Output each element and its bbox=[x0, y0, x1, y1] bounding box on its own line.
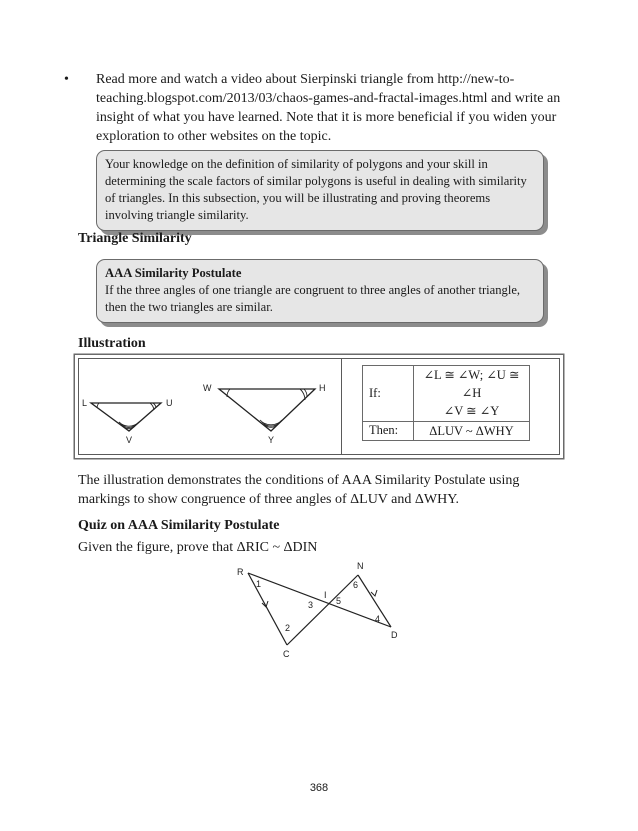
point-label-d: D bbox=[391, 630, 398, 640]
postulate-title: AAA Similarity Postulate bbox=[105, 266, 242, 280]
vertex-label-u: U bbox=[166, 398, 173, 408]
intro-callout-text: Your knowledge on the definition of similarity of polygons and your skill in determining the scale factors of similar polygons is useful in dealing with similarity of triangles. In this subsection, you will be illustrating and proving theorems involving triangle similarity. bbox=[105, 157, 527, 222]
postulate-text: If the three angles of one triangle are congruent to three angles of another triangle, then the two triangles are similar. bbox=[105, 283, 521, 314]
section-heading: Triangle Similarity bbox=[78, 231, 192, 246]
then-row bbox=[363, 421, 530, 440]
angle-mark-u-2 bbox=[150, 403, 154, 410]
conditions-table bbox=[362, 365, 530, 441]
if-row bbox=[363, 366, 530, 422]
vertex-label-y: Y bbox=[268, 435, 275, 445]
angle-mark-l bbox=[97, 403, 99, 408]
similar-triangles-figure bbox=[79, 359, 341, 454]
illustration-box bbox=[78, 358, 560, 455]
bullet-marker: • bbox=[64, 72, 69, 87]
segment-rd bbox=[248, 573, 391, 627]
angle-label-1: 1 bbox=[256, 579, 262, 589]
angle-mark-w bbox=[227, 389, 230, 397]
if-line-2: ∠V ≅ ∠Y bbox=[443, 404, 500, 419]
then-value: ΔLUV ~ ΔWHY bbox=[414, 421, 530, 440]
vertex-label-h: H bbox=[319, 383, 326, 393]
quiz-heading: Quiz on AAA Similarity Postulate bbox=[78, 518, 280, 533]
postulate-callout bbox=[96, 259, 544, 323]
point-label-c: C bbox=[283, 649, 290, 659]
illustration-heading: Illustration bbox=[78, 336, 146, 351]
page-number: 368 bbox=[309, 782, 329, 794]
point-label-i: I bbox=[324, 590, 327, 600]
point-label-n: N bbox=[357, 561, 364, 571]
if-line-1: ∠L ≅ ∠W; ∠U ≅ ∠H bbox=[423, 368, 520, 401]
then-label: Then: bbox=[363, 421, 414, 440]
vertex-label-l: L bbox=[82, 398, 88, 408]
intro-callout bbox=[96, 150, 544, 231]
reading-assignment-bullet bbox=[64, 70, 564, 146]
quiz-figure bbox=[230, 560, 410, 660]
illustration-description: The illustration demonstrates the conditions of AAA Similarity Postulate using markings to show congruence of three angles of ΔLUV and ΔWHY. bbox=[78, 473, 520, 507]
parallel-mark-nd bbox=[371, 590, 377, 596]
angle-mark-h-2 bbox=[300, 389, 305, 400]
vertex-label-v: V bbox=[126, 435, 133, 445]
angle-label-6: 6 bbox=[353, 580, 359, 590]
angle-label-4: 4 bbox=[375, 614, 381, 624]
if-label: If: bbox=[363, 366, 414, 422]
angle-label-2: 2 bbox=[285, 623, 291, 633]
point-label-r: R bbox=[237, 567, 244, 577]
quiz-given: Given the figure, prove that ΔRIC ~ ΔDIN bbox=[78, 540, 318, 555]
vertex-label-w: W bbox=[203, 383, 212, 393]
illustration-divider bbox=[341, 359, 342, 454]
angle-label-3: 3 bbox=[308, 600, 314, 610]
segment-rc bbox=[248, 573, 287, 645]
bullet-text: Read more and watch a video about Sierpinski triangle from http://new-to-teaching.blogspot.com/2013/03/chaos-games-and-fractal-images.html and write an insight of what you have learned. Note that it is more beneficial if you widen your exploration to other websites on the topic. bbox=[96, 72, 561, 144]
if-value bbox=[414, 366, 530, 422]
angle-label-5: 5 bbox=[336, 596, 342, 606]
